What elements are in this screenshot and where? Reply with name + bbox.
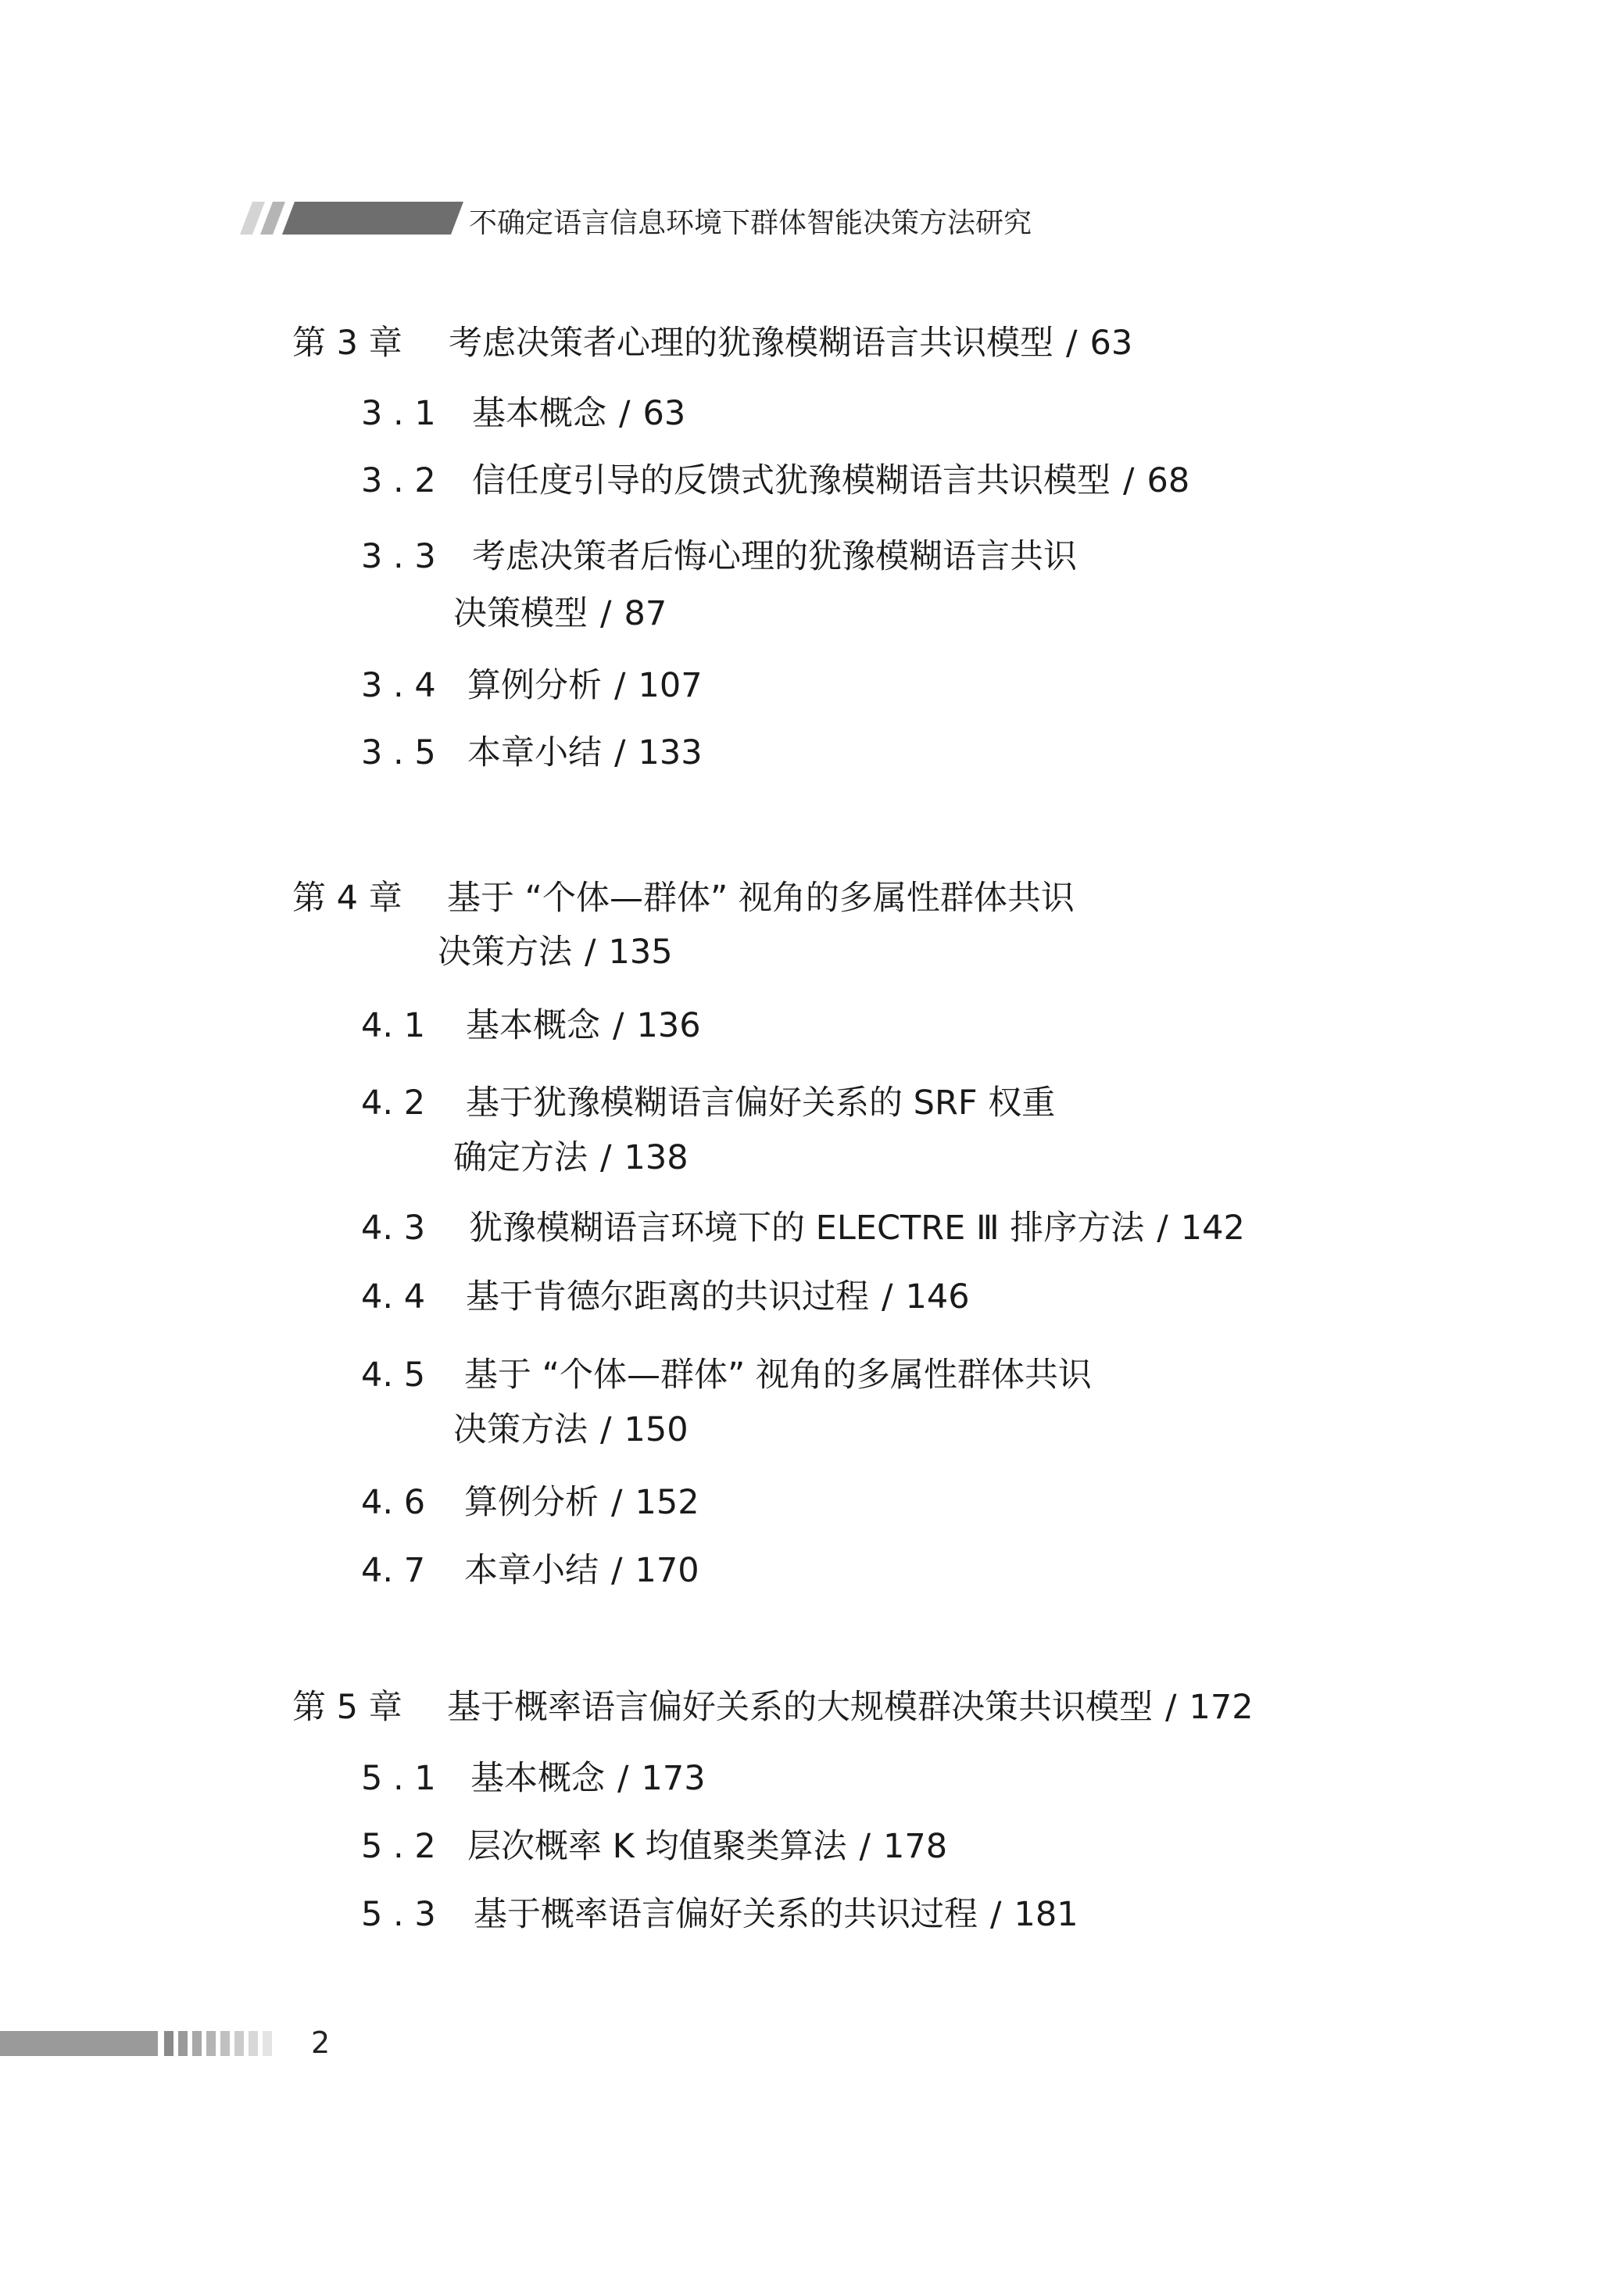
toc-label: 4. 7: [361, 1551, 426, 1590]
toc-page: 150: [624, 1410, 689, 1449]
toc-label: 4. 5: [361, 1356, 426, 1395]
toc-chapter-4: [292, 876, 1075, 921]
toc-section-4-3: [361, 1205, 1245, 1251]
toc-separator: /: [600, 1138, 612, 1177]
toc-separator: /: [611, 1483, 623, 1522]
toc-page: 173: [641, 1759, 706, 1798]
toc-page: 152: [635, 1483, 699, 1522]
toc-title: 基于犹豫模糊语言偏好关系的 SRF 权重: [466, 1084, 1056, 1123]
toc-title: 基于概率语言偏好关系的共识过程: [474, 1895, 978, 1934]
toc-label: 4. 4: [361, 1277, 426, 1316]
toc-section-4-5-cont: [453, 1407, 689, 1453]
toc-section-4-5: [361, 1352, 1092, 1398]
toc-page: 63: [642, 394, 686, 433]
toc-separator: /: [990, 1895, 1002, 1934]
toc-section-4-1: [361, 1003, 701, 1048]
toc-separator: /: [619, 394, 631, 433]
toc-label: 第 4 章: [292, 879, 402, 918]
toc-section-3-2: [361, 458, 1189, 503]
toc-separator: /: [1123, 461, 1135, 500]
toc-title: 本章小结: [467, 733, 602, 772]
toc-label: 4. 2: [361, 1084, 426, 1123]
toc-section-5-2: [361, 1824, 947, 1869]
toc-title: 算例分析: [467, 666, 602, 705]
toc-title: 基于肯德尔距离的共识过程: [466, 1277, 869, 1316]
toc-section-4-2: [361, 1080, 1055, 1126]
toc-title: 本章小结: [464, 1551, 599, 1590]
toc-title: 犹豫模糊语言环境下的 ELECTRE Ⅲ 排序方法: [469, 1209, 1145, 1248]
toc-page: 170: [635, 1551, 699, 1590]
toc-label: 3 . 1: [361, 394, 436, 433]
toc-section-3-4: [361, 663, 703, 708]
toc-title: 基于 “个体—群体” 视角的多属性群体共识: [464, 1356, 1092, 1395]
toc-section-4-4: [361, 1274, 970, 1320]
toc-page: 87: [624, 594, 667, 633]
toc-page: 178: [883, 1827, 948, 1866]
toc-label: 5 . 3: [361, 1895, 436, 1934]
toc-separator: /: [600, 594, 612, 633]
toc-section-3-3-cont: [453, 591, 667, 636]
book-title: 不确定语言信息环境下群体智能决策方法研究: [469, 207, 1032, 239]
toc-title: 考虑决策者后悔心理的犹豫模糊语言共识: [472, 537, 1077, 576]
toc-label: 4. 3: [361, 1209, 426, 1248]
toc-title: 决策模型: [453, 594, 588, 633]
toc-title: 基本概念: [470, 1759, 605, 1798]
toc-section-5-1: [361, 1756, 706, 1801]
toc-label: 3 . 3: [361, 537, 436, 576]
toc-title: 层次概率 K 均值聚类算法: [467, 1827, 847, 1866]
toc-page: 172: [1189, 1688, 1254, 1727]
toc-separator: /: [614, 733, 626, 772]
toc-separator: /: [611, 1551, 623, 1590]
toc-separator: /: [882, 1277, 893, 1316]
page-number: 2: [311, 2026, 331, 2060]
toc-label: 3 . 2: [361, 461, 436, 500]
header-decoration: [238, 200, 465, 236]
footer-decoration: [0, 2028, 289, 2059]
toc-title: 算例分析: [464, 1483, 599, 1522]
toc-separator: /: [585, 933, 596, 972]
toc-section-3-1: [361, 391, 685, 436]
toc-section-3-5: [361, 730, 703, 776]
toc-title: 基于 “个体—群体” 视角的多属性群体共识: [447, 879, 1075, 918]
toc-label: 4. 1: [361, 1006, 426, 1045]
toc-separator: /: [859, 1827, 871, 1866]
toc-chapter-3: [292, 321, 1132, 366]
toc-title: 考虑决策者心理的犹豫模糊语言共识模型: [449, 324, 1053, 363]
toc-section-4-2-cont: [453, 1135, 689, 1180]
toc-separator: /: [617, 1759, 629, 1798]
toc-page: 142: [1180, 1209, 1245, 1248]
toc-label: 3 . 4: [361, 666, 436, 705]
toc-page: 181: [1014, 1895, 1078, 1934]
toc-section-4-7: [361, 1548, 699, 1593]
toc-label: 第 3 章: [292, 324, 402, 363]
toc-page: 136: [636, 1006, 701, 1045]
toc-title: 确定方法: [453, 1138, 588, 1177]
toc-page: 63: [1089, 324, 1133, 363]
toc-label: 第 5 章: [292, 1688, 402, 1727]
toc-label: 4. 6: [361, 1483, 426, 1522]
toc-page: 68: [1146, 461, 1190, 500]
toc-chapter-4-cont: [438, 930, 673, 975]
toc-section-5-3: [361, 1892, 1078, 1937]
toc-page: 138: [624, 1138, 689, 1177]
toc-page: 135: [608, 933, 673, 972]
toc-title: 基本概念: [472, 394, 606, 433]
toc-chapter-5: [292, 1685, 1254, 1730]
toc-label: 3 . 5: [361, 733, 436, 772]
toc-separator: /: [614, 666, 626, 705]
toc-label: 5 . 2: [361, 1827, 436, 1866]
toc-separator: /: [1165, 1688, 1177, 1727]
toc-label: 5 . 1: [361, 1759, 436, 1798]
toc-title: 基于概率语言偏好关系的大规模群决策共识模型: [447, 1688, 1153, 1727]
toc-page: 133: [638, 733, 703, 772]
toc-separator: /: [1066, 324, 1078, 363]
toc-title: 决策方法: [438, 933, 572, 972]
toc-title: 基本概念: [466, 1006, 600, 1045]
toc-separator: /: [1157, 1209, 1168, 1248]
toc-page: 146: [905, 1277, 970, 1316]
toc-section-4-6: [361, 1480, 699, 1525]
toc-title: 信任度引导的反馈式犹豫模糊语言共识模型: [472, 461, 1111, 500]
toc-separator: /: [613, 1006, 624, 1045]
toc-separator: /: [600, 1410, 612, 1449]
toc-page: 107: [638, 666, 703, 705]
toc-title: 决策方法: [453, 1410, 588, 1449]
toc-section-3-3: [361, 534, 1077, 579]
